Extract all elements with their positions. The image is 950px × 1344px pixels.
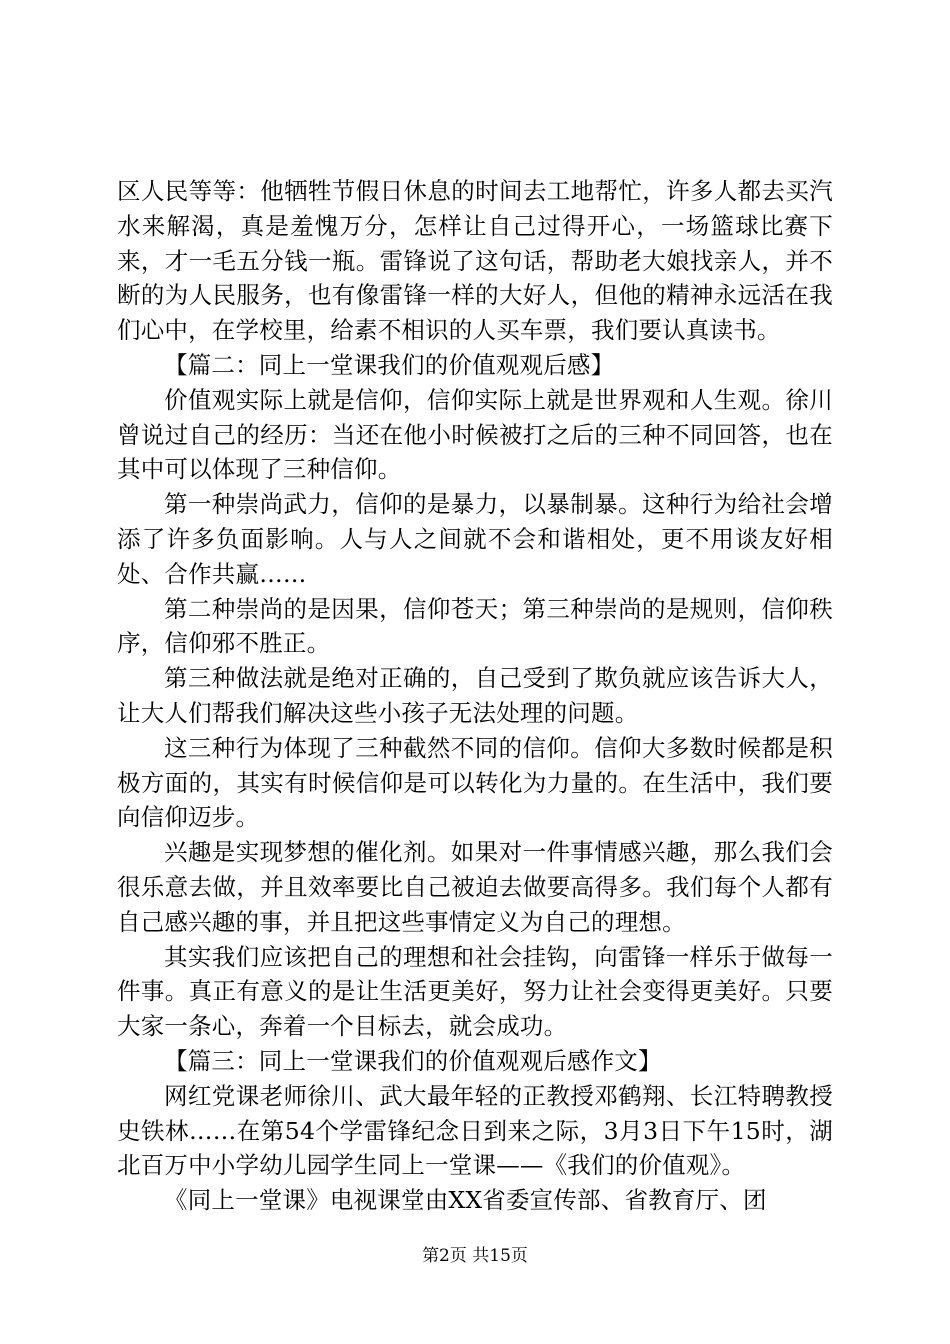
paragraph-1: 区人民等等：他牺牲节假日休息的时间去工地帮忙，许多人都去买汽水来解渴，真是羞愧万分，怎样让自己过得开心，一场篮球比赛下来，才一毛五分钱一瓶。雷锋说了这句话，帮助老大娘找亲人，并不断的为人民服务，也有像雷锋一样的大好人，但他的精神永远活在我们心中，在学校里，给素不相识的人买车票，我们要认真读书。 — [117, 177, 833, 345]
paragraph-7: 兴趣是实现梦想的催化剂。如果对一件事情感兴趣，那么我们会很乐意去做，并且效率要比自己被迫去做要高得多。我们每个人都有自己感兴趣的事，并且把这些事情定义为自己的理想。 — [117, 838, 833, 936]
paragraph-8: 其实我们应该把自己的理想和社会挂钩，向雷锋一样乐于做每一件事。真正有意义的是让生活更美好，努力让社会变得更美好。只要大家一条心，奔着一个目标去，就会成功。 — [117, 942, 833, 1041]
section-heading-3: 【篇三：同上一堂课我们的价值观观后感作文】 — [164, 1046, 662, 1075]
paragraph-9: 网红党课老师徐川、武大最年轻的正教授邓鹤翔、长江特聘教授史铁林……在第54个学雷锋纪念日到来之际，3月3日下午15时，湖北百万中小学幼儿园学生同上一堂课——《我们的价值观》。 — [117, 1081, 833, 1180]
paragraph-2: 价值观实际上就是信仰，信仰实际上就是世界观和人生观。徐川曾说过自己的经历：当还在他小时候被打之后的三种不同回答，也在其中可以体现了三种信仰。 — [117, 385, 833, 484]
document-body — [117, 174, 833, 1218]
paragraph-5: 第三种做法就是绝对正确的，自己受到了欺负就应该告诉大人，让大人们帮我们解决这些小孩子无法处理的问题。 — [117, 664, 833, 727]
paragraph-3: 第一种崇尚武力，信仰的是暴力，以暴制暴。这种行为给社会增添了许多负面影响。人与人之间就不会和谐相处，更不用谈友好相处、合作共赢…… — [117, 490, 833, 588]
paragraph-4: 第二种崇尚的是因果，信仰苍天；第三种崇尚的是规则，信仰秩序，信仰邪不胜正。 — [117, 594, 833, 658]
paragraph-6: 这三种行为体现了三种截然不同的信仰。信仰大多数时候都是积极方面的，其实有时候信仰是可以转化为力量的。在生活中，我们要向信仰迈步。 — [117, 733, 833, 832]
page-number-label: 第2页 共15页 — [422, 1246, 528, 1266]
page-footer — [0, 1244, 950, 1268]
section-heading-2: 【篇二：同上一堂课我们的价值观观后感】 — [164, 350, 615, 379]
paragraph-10: 《同上一堂课》电视课堂由XX省委宣传部、省教育厅、团 — [164, 1186, 767, 1215]
